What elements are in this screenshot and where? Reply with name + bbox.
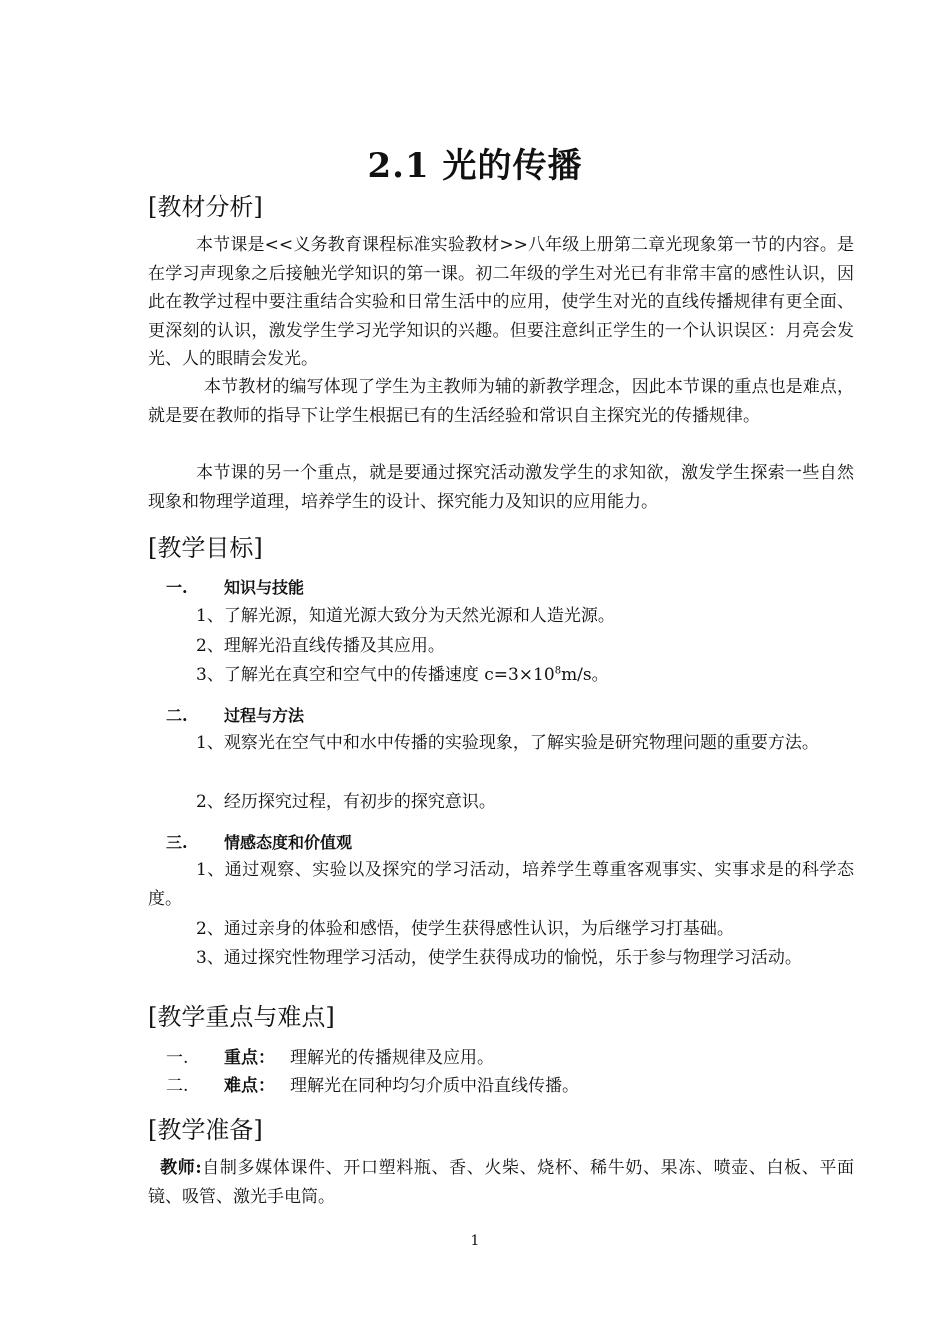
goal-title: 知识与技能 — [224, 578, 305, 597]
speed-unit: m/s。 — [561, 665, 609, 685]
goal-number: 二. — [166, 706, 188, 725]
page-number: 1 — [470, 1233, 480, 1249]
prep-label: 教师: — [160, 1158, 202, 1178]
section-heading-prep: [教学准备] — [148, 1116, 263, 1144]
keypoint-text: 理解光的传播规律及应用。 — [290, 1048, 494, 1068]
prep-paragraph — [148, 1154, 854, 1211]
keypoint-difficulty — [166, 1071, 579, 1096]
keypoint-number: 一. — [166, 1048, 189, 1068]
keypoint-label: 难点： — [224, 1076, 275, 1096]
keypoint-label: 重点： — [224, 1048, 275, 1068]
goal-item: 3、通过探究性物理学习活动，使学生获得成功的愉悦，乐于参与物理学习活动。 — [196, 948, 802, 968]
section-heading-goals: [教学目标] — [148, 534, 263, 562]
goal-item: 2、通过亲身的体验和感悟，使学生获得感性认识，为后继学习打基础。 — [196, 919, 734, 939]
page-title: 2.1 光的传播 — [367, 146, 583, 186]
goal-item-speed-of-light — [196, 660, 609, 685]
keypoint-number: 二. — [166, 1076, 189, 1096]
section-heading-analysis: [教材分析] — [148, 193, 263, 221]
goal-item: 1、了解光源，知道光源大致分为天然光源和人造光源。 — [196, 606, 615, 626]
speed-text: 3、了解光在真空和空气中的传播速度 c=3×10 — [196, 665, 555, 685]
goal-title: 情感态度和价值观 — [224, 833, 353, 852]
goal-item: 1、通过观察、实验以及探究的学习活动，培养学生尊重客观事实、实事求是的科学态度。 — [148, 860, 854, 909]
goal-heading-knowledge — [166, 575, 304, 598]
goal-heading-attitude — [166, 830, 352, 853]
analysis-paragraph-2: 本节教材的编写体现了学生为主教师为辅的新教学理念，因此本节课的重点也是难点，就是要在教师的指导下让学生根据已有的生活经验和常识自主探究光的传播规律。 — [148, 377, 854, 426]
prep-text: 自制多媒体课件、开口塑料瓶、香、火柴、烧杯、稀牛奶、果冻、喷壶、白板、平面镜、吸管、激光手电筒。 — [148, 1158, 855, 1207]
section-heading-keypoints: [教学重点与难点] — [148, 1003, 335, 1031]
goal-number: 一. — [166, 578, 188, 597]
keypoint-text: 理解光在同种均匀介质中沿直线传播。 — [290, 1076, 579, 1096]
goal-item: 2、理解光沿直线传播及其应用。 — [196, 636, 445, 656]
analysis-paragraph-1: 本节课是<<义务教育课程标准实验教材>>八年级上册第二章光现象第一节的内容。是在学习声现象之后接触光学知识的第一课。初二年级的学生对光已有非常丰富的感性认识，因此在教学过程中要注重结合实验和日常生活中的应用，使学生对光的直线传播规律有更全面、更深刻的认识，激发学生学习光学知识的兴趣。但要注意纠正学生的一个认识误区：月亮会发光、人的眼睛会发光。 — [148, 235, 854, 369]
goal-item: 2、经历探究过程，有初步的探究意识。 — [196, 792, 496, 812]
exponent: 8 — [554, 665, 562, 677]
goal-heading-process — [166, 703, 304, 726]
goal-item: 1、观察光在空气中和水中传播的实验现象，了解实验是研究物理问题的重要方法。 — [196, 733, 819, 753]
keypoint-focus — [166, 1043, 494, 1068]
goal-title: 过程与方法 — [224, 706, 305, 725]
analysis-paragraph-3: 本节课的另一个重点，就是要通过探究活动激发学生的求知欲，激发学生探索一些自然现象和物理学道理，培养学生的设计、探究能力及知识的应用能力。 — [148, 463, 854, 512]
goal-number: 三. — [166, 833, 188, 852]
